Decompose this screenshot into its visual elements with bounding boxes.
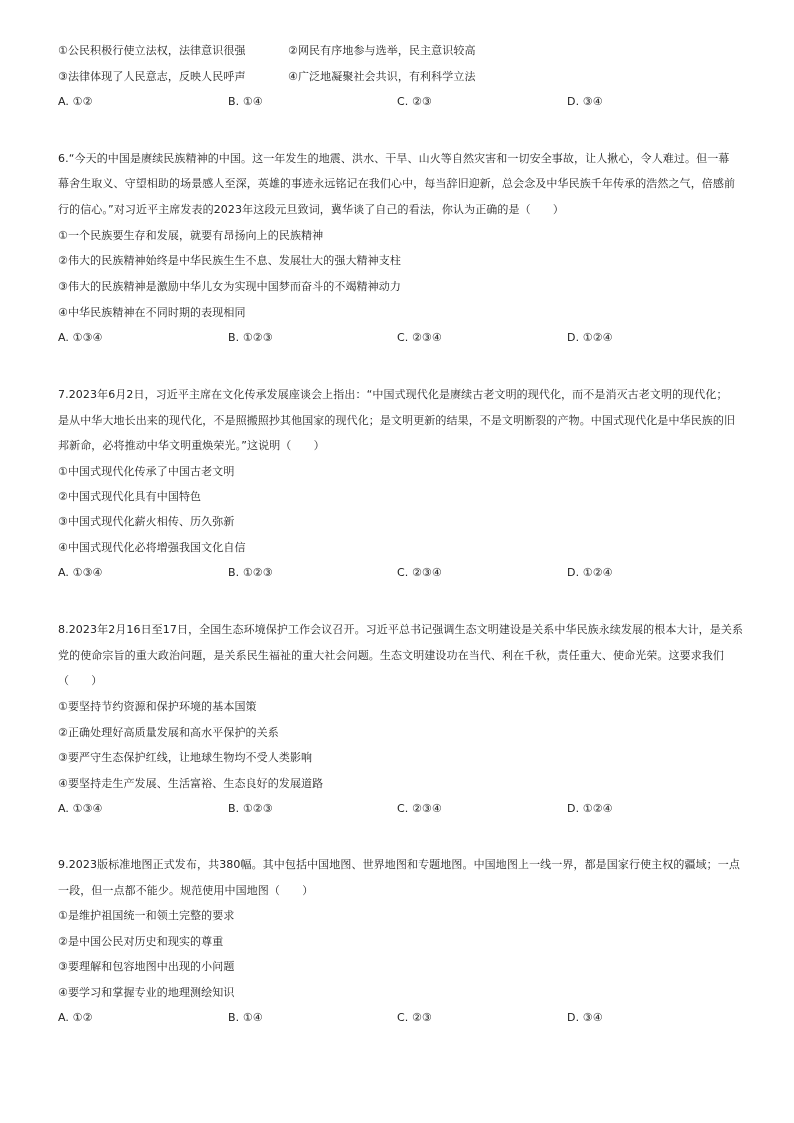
statement-2: ②伟大的民族精神始终是中华民族生生不息、发展壮大的强大精神支柱 — [58, 254, 401, 267]
choice-d: D. ③④ — [567, 1011, 603, 1024]
question-stem-line: 7.2023年6月2日，习近平主席在文化传承发展座谈会上指出：“中国式现代化是赓续古老文明的现代化，而不是消灭古老文明的现代化； — [58, 388, 728, 401]
statement-2: ②正确处理好高质量发展和高水平保护的关系 — [58, 726, 279, 739]
choice-a: A. ①③④ — [58, 331, 103, 344]
choice-d: D. ①②④ — [567, 331, 613, 344]
question-stem-line: 8.2023年2月16日至17日，全国生态环境保护工作会议召开。习近平总书记强调生态文明建设是关系中华民族永续发展的根本大计，是关系 — [58, 623, 744, 636]
choice-c: C. ②③④ — [397, 331, 442, 344]
choice-b: B. ①②③ — [228, 802, 273, 815]
question-stem-line: 幕舍生取义、守望相助的场景感人至深，英雄的事迹永远铭记在我们心中，每当辞旧迎新，总会念及中华民族千年传承的浩然之气，倍感前 — [58, 177, 736, 190]
statement-3: ③伟大的民族精神是激励中华儿女为实现中国梦而奋斗的不竭精神动力 — [58, 280, 401, 293]
statement-2: ②是中国公民对历史和现实的尊重 — [58, 935, 224, 948]
question-stem-line: 6.“今天的中国是赓续民族精神的中国。这一年发生的地震、洪水、干旱、山火等自然灾害和一切安全事故，让人揪心，令人难过。但一幕 — [58, 152, 730, 165]
choice-b: B. ①④ — [228, 1011, 263, 1024]
choice-a: A. ①③④ — [58, 802, 103, 815]
choice-c: C. ②③ — [397, 1011, 432, 1024]
q5-statement-4: ④广泛地凝聚社会共识，有利科学立法 — [288, 70, 476, 83]
q5-choice-a: A. ①② — [58, 95, 93, 108]
choice-c: C. ②③④ — [397, 566, 442, 579]
statement-4: ④中国式现代化必将增强我国文化自信 — [58, 541, 246, 554]
statement-1: ①要坚持节约资源和保护环境的基本国策 — [58, 700, 257, 713]
statement-3: ③要理解和包容地图中出现的小问题 — [58, 960, 235, 973]
statement-1: ①一个民族要生存和发展，就要有昂扬向上的民族精神 — [58, 229, 324, 242]
question-stem-line: 9.2023版标准地图正式发布，共380幅。其中包括中国地图、世界地图和专题地图。中国地图上一线一界，都是国家行使主权的疆域；一点 — [58, 858, 740, 871]
statement-3: ③要严守生态保护红线，让地球生物均不受人类影响 — [58, 751, 313, 764]
question-stem-line: 邦新命，必将推动中华文明重焕荣光。”这说明（ ） — [58, 439, 325, 452]
choice-b: B. ①②③ — [228, 566, 273, 579]
q5-choice-b: B. ①④ — [228, 95, 263, 108]
question-stem-line: （ ） — [58, 674, 103, 687]
q5-choice-c: C. ②③ — [397, 95, 432, 108]
q5-statement-2: ②网民有序地参与选举，民主意识较高 — [288, 44, 476, 57]
statement-3: ③中国式现代化薪火相传、历久弥新 — [58, 515, 235, 528]
choice-b: B. ①②③ — [228, 331, 273, 344]
q5-statement-1: ①公民积极行使立法权，法律意识很强 — [58, 44, 246, 57]
choice-d: D. ①②④ — [567, 802, 613, 815]
question-stem-line: 一段，但一点都不能少。规范使用中国地图（ ） — [58, 884, 314, 897]
statement-4: ④要学习和掌握专业的地理测绘知识 — [58, 986, 235, 999]
question-stem-line: 行的信心。”对习近平主席发表的2023年这段元旦致词，冀华谈了自己的看法，你认为正确的是（ ） — [58, 203, 564, 216]
choice-a: A. ①③④ — [58, 566, 103, 579]
choice-d: D. ①②④ — [567, 566, 613, 579]
choice-c: C. ②③④ — [397, 802, 442, 815]
question-stem-line: 是从中华大地长出来的现代化，不是照搬照抄其他国家的现代化；是文明更新的结果，不是文明断裂的产物。中国式现代化是中华民族的旧 — [58, 414, 736, 427]
question-stem-line: 党的使命宗旨的重大政治问题，是关系民生福祉的重大社会问题。生态文明建设功在当代、利在千秋，责任重大、使命光荣。这要求我们 — [58, 649, 724, 662]
statement-1: ①中国式现代化传承了中国古老文明 — [58, 465, 235, 478]
q5-choice-d: D. ③④ — [567, 95, 603, 108]
statement-1: ①是维护祖国统一和领土完整的要求 — [58, 909, 235, 922]
q5-statement-3: ③法律体现了人民意志，反映人民呼声 — [58, 70, 246, 83]
statement-2: ②中国式现代化具有中国特色 — [58, 490, 202, 503]
statement-4: ④中华民族精神在不同时期的表现相同 — [58, 306, 246, 319]
statement-4: ④要坚持走生产发展、生活富裕、生态良好的发展道路 — [58, 777, 324, 790]
choice-a: A. ①② — [58, 1011, 93, 1024]
